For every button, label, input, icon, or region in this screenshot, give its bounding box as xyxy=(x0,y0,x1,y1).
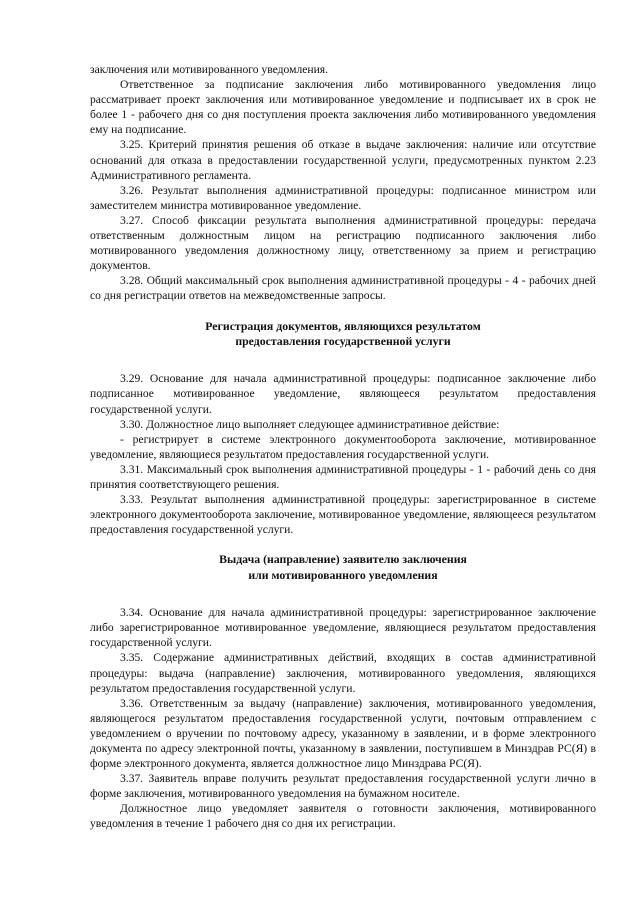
section-heading-registration-line1: Регистрация документов, являющихся результатом xyxy=(205,318,481,333)
paragraph-3-33: 3.33. Результат выполнения административной процедуры: зарегистрированное в системе электронного документооборота заключение, мотивированное уведомление, являющееся результатом предоставления государственной услуги. xyxy=(90,493,596,537)
paragraph-3-27: 3.27. Способ фиксации результата выполнения административной процедуры: передача ответственным должностным лицом на регистрацию подписанного заключения либо мотивированного уведомления должностному лицу, ответственному за прием и регистрацию документов. xyxy=(90,213,596,273)
paragraph-3-29: 3.29. Основание для начала административной процедуры: подписанное заключение либо подписанное мотивированное уведомление, являющееся результатом предоставления государственной услуги. xyxy=(90,372,596,416)
paragraph-notification: Должностное лицо уведомляет заявителя о готовности заключения, мотивированного уведомления в течение 1 рабочего дня со дня их регистрации. xyxy=(90,802,596,831)
paragraph-3-36: 3.36. Ответственным за выдачу (направление) заключения, мотивированного уведомления, являющегося результатом предоставления государственной услуги, почтовым отправлением с уведомлением о вручении по почтовому адресу, указанному в заявлении, и в форме электронного документа по адресу электронной почты, указанному в заявлении, поступившем в Минздрав РС(Я) в форме электронного документа, является должностное лицо Минздрава РС(Я). xyxy=(90,696,596,771)
paragraph-3-35: 3.35. Содержание административных действий, входящих в состав административной процедуры: выдача (направление) заключения, мотивированного уведомления, являющихся результатом предоставления государственной услуги. xyxy=(90,651,596,695)
section-heading-registration-line2: предоставления государственной услуги xyxy=(235,333,451,348)
section-heading-issuance-line1: Выдача (направление) заявителю заключения xyxy=(219,552,467,567)
section-heading-issuance-line2: или мотивированного уведомления xyxy=(248,567,438,582)
paragraph-3-25: 3.25. Критерий принятия решения об отказе в выдаче заключения: наличие или отсутствие оснований для отказа в предоставлении государственной услуги, предусмотренных пунктом 2.23 Административного регламента. xyxy=(90,138,596,182)
document-page xyxy=(90,62,596,832)
paragraph-signing: Ответственное за подписание заключения либо мотивированного уведомления лицо рассматривает проект заключения или мотивированное уведомление и подписывает их в срок не более 1 - рабочего дня со дня поступления проекта заключения либо мотивированного уведомления ему на подписание. xyxy=(90,78,596,137)
paragraph-3-34: 3.34. Основание для начала административной процедуры: зарегистрированное заключение либо зарегистрированное мотивированное уведомление, являющиеся результатом предоставления государственной услуги. xyxy=(90,606,596,650)
paragraph-3-31: 3.31. Максимальный срок выполнения административной процедуры - 1 - рабочий день со дня принятия соответствующего решения. xyxy=(90,462,596,491)
paragraph-continuation: заключения или мотивированного уведомления. xyxy=(90,63,329,76)
paragraph-3-37: 3.37. Заявитель вправе получить результат предоставления государственной услуги лично в форме заключения, мотивированного уведомления на бумажном носителе. xyxy=(90,772,596,801)
paragraph-3-28: 3.28. Общий максимальный срок выполнения административной процедуры - 4 - рабочих дней со дня регистрации ответов на межведомственные запросы. xyxy=(90,274,596,303)
paragraph-3-30: 3.30. Должностное лицо выполняет следующее административное действие: xyxy=(120,417,500,431)
paragraph-3-26: 3.26. Результат выполнения административной процедуры: подписанное министром или заместителем министра мотивированное уведомление. xyxy=(90,183,596,212)
paragraph-3-30-item: - регистрирует в системе электронного документооборота заключение, мотивированное уведомление, являющиеся результатом предоставления государственной услуги. xyxy=(90,432,596,461)
